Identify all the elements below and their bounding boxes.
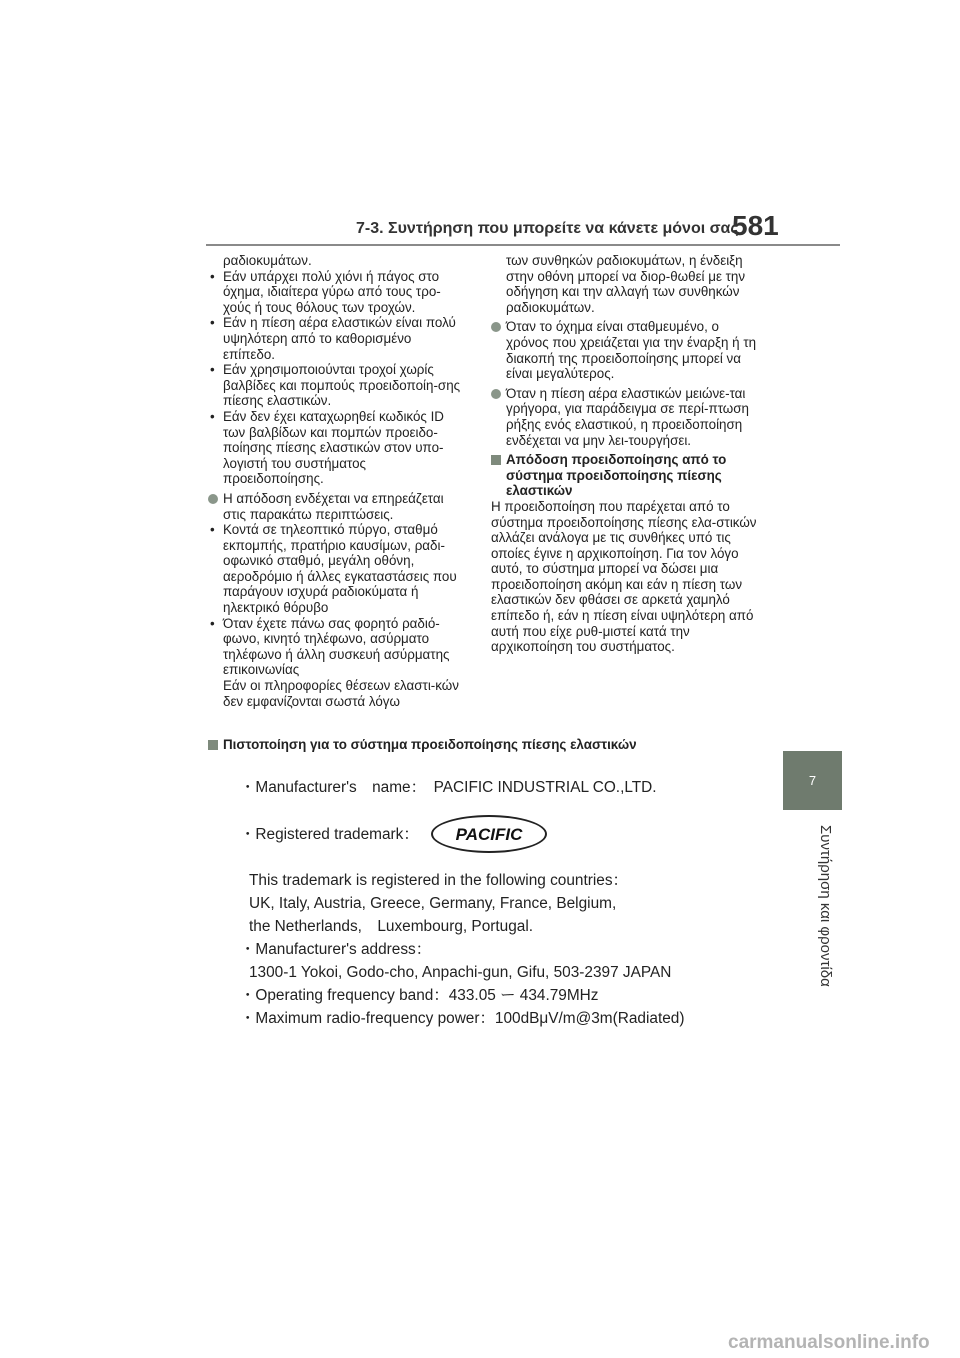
pacific-logo xyxy=(431,815,547,853)
trademark-countries-line-2: UK, Italy, Austria, Greece, Germany, France, Belgium, xyxy=(249,895,617,912)
left-paragraph: • Κοντά σε τηλεοπτικό πύργο, σταθμό εκπομπής, πρατήριο καυσίμων, ραδι-οφωνικό σταθμό, μεγάλη οθόνη, αεροδρόμιο ή άλλες εγκαταστάσεις που παράγουν ισχυρά ραδιοκύματα ή ηλεκτρικό θόρυβο xyxy=(208,522,466,616)
left-paragraph: ραδιοκυμάτων. xyxy=(223,253,312,268)
left-paragraph: Η απόδοση ενδέχεται να επηρεάζεται στις παρακάτω περιπτώσεις. xyxy=(208,491,466,522)
right-paragraph: Όταν η πίεση αέρα ελαστικών μειώνε-ται γρήγορα, για παράδειγμα σε περί-πτωση ρήξης ενός ελαστικού, η προειδοποίηση ενδέχεται να μην λει-τουργήσει. xyxy=(491,386,759,448)
left-text-column xyxy=(208,253,466,709)
section-title: 7-3. Συντήρηση που μπορείτε να κάνετε μόνοι σας xyxy=(356,220,739,237)
manufacturer-address-label: ・Manufacturer's address： xyxy=(240,941,432,958)
registered-trademark-label: ・Registered trademark： xyxy=(240,825,419,843)
watermark[interactable]: carmanualsonline.info xyxy=(728,1332,930,1353)
left-paragraph: • Εάν χρησιμοποιούνται τροχοί χωρίς βαλβίδες και πομπούς προειδοποίη-σης πίεσης ελαστικών. xyxy=(208,362,466,409)
header-divider xyxy=(206,244,840,246)
right-paragraph: Όταν το όχημα είναι σταθμευμένο, ο χρόνος που χρειάζεται για την έναρξη ή τη διακοπή της προειδοποίησης μπορεί να είναι μεγαλύτερος. xyxy=(491,319,759,381)
trademark-countries-line-3: the Netherlands, Luxembourg, Portugal. xyxy=(249,918,534,935)
page-number: 581 xyxy=(732,210,779,241)
left-paragraph: • Εάν η πίεση αέρα ελαστικών είναι πολύ υψηλότερη από το καθορισμένο επίπεδο. xyxy=(208,315,466,362)
left-paragraph: • Όταν έχετε πάνω σας φορητό ραδιό-φωνο, κινητό τηλέφωνο, ασύρματο τηλέφωνο ή άλλη συσκευή ασύρματης επικοινωνίας xyxy=(208,616,466,678)
trademark-row xyxy=(240,815,760,853)
chapter-label: Συντήρηση και φροντίδα xyxy=(817,825,834,987)
certification-block xyxy=(240,776,760,1030)
chapter-tab[interactable]: 7 xyxy=(783,751,842,810)
right-text-column xyxy=(491,253,759,655)
left-paragraph: • Εάν υπάρχει πολύ χιόνι ή πάγος στο όχημα, ιδιαίτερα γύρω από τους τρο-χούς ή τους θόλους των τροχών. xyxy=(208,269,466,316)
operating-frequency: ・Operating frequency band：433.05 ー 434.79MHz xyxy=(240,987,599,1004)
right-paragraph: Η προειδοποίηση που παρέχεται από το σύστημα προειδοποίησης πίεσης ελα-στικών αλλάζει ανάλογα με τις συνθήκες υπό τις οποίες έγινε η αρχικοποίηση. Για τον λόγο αυτό, το σύστημα μπορεί να δώσει μια προειδοποίηση ακόμη και εάν η πίεση των ελαστικών δεν φθάσει σε αρκετά χαμηλό επίπεδο ή, εάν η πίεση είναι υψηλότερη από αυτή που είχε ρυθ-μιστεί κατά την αρχικοποίηση του συστήματος. xyxy=(491,498,757,655)
trademark-countries-line-1: This trademark is registered in the following countries： xyxy=(249,872,628,889)
right-paragraph: των συνθηκών ραδιοκυμάτων, η ένδειξη στην οθόνη μπορεί να διορ-θωθεί με την οδήγηση και την αλλαγή των συνθηκών ραδιοκυμάτων. xyxy=(506,253,746,315)
right-paragraph: Απόδοση προειδοποίησης από το σύστημα προειδοποίησης πίεσης ελαστικών xyxy=(491,452,759,499)
left-paragraph: Εάν οι πληροφορίες θέσεων ελαστι-κών δεν εμφανίζονται σωστά λόγω xyxy=(223,678,459,709)
max-rf-power: ・Maximum radio-frequency power：100dBμV/m@3m(Radiated) xyxy=(240,1010,685,1027)
logo-text: PACIFIC xyxy=(455,825,523,844)
left-paragraph: • Εάν δεν έχει καταχωρηθεί κωδικός ID των βαλβίδων και πομπών προειδο-ποίησης πίεσης ελαστικών στον υπο-λογιστή του συστήματος προειδοποίησης. xyxy=(208,409,466,487)
manufacturer-address: 1300-1 Yokoi, Godo-cho, Anpachi-gun, Gifu, 503-2397 JAPAN xyxy=(249,964,672,981)
manufacturer-name: ・Manufacturer's name： PACIFIC INDUSTRIAL CO.,LTD. xyxy=(240,779,657,796)
certification-heading: Πιστοποίηση για το σύστημα προειδοποίησης πίεσης ελαστικών xyxy=(208,737,783,752)
